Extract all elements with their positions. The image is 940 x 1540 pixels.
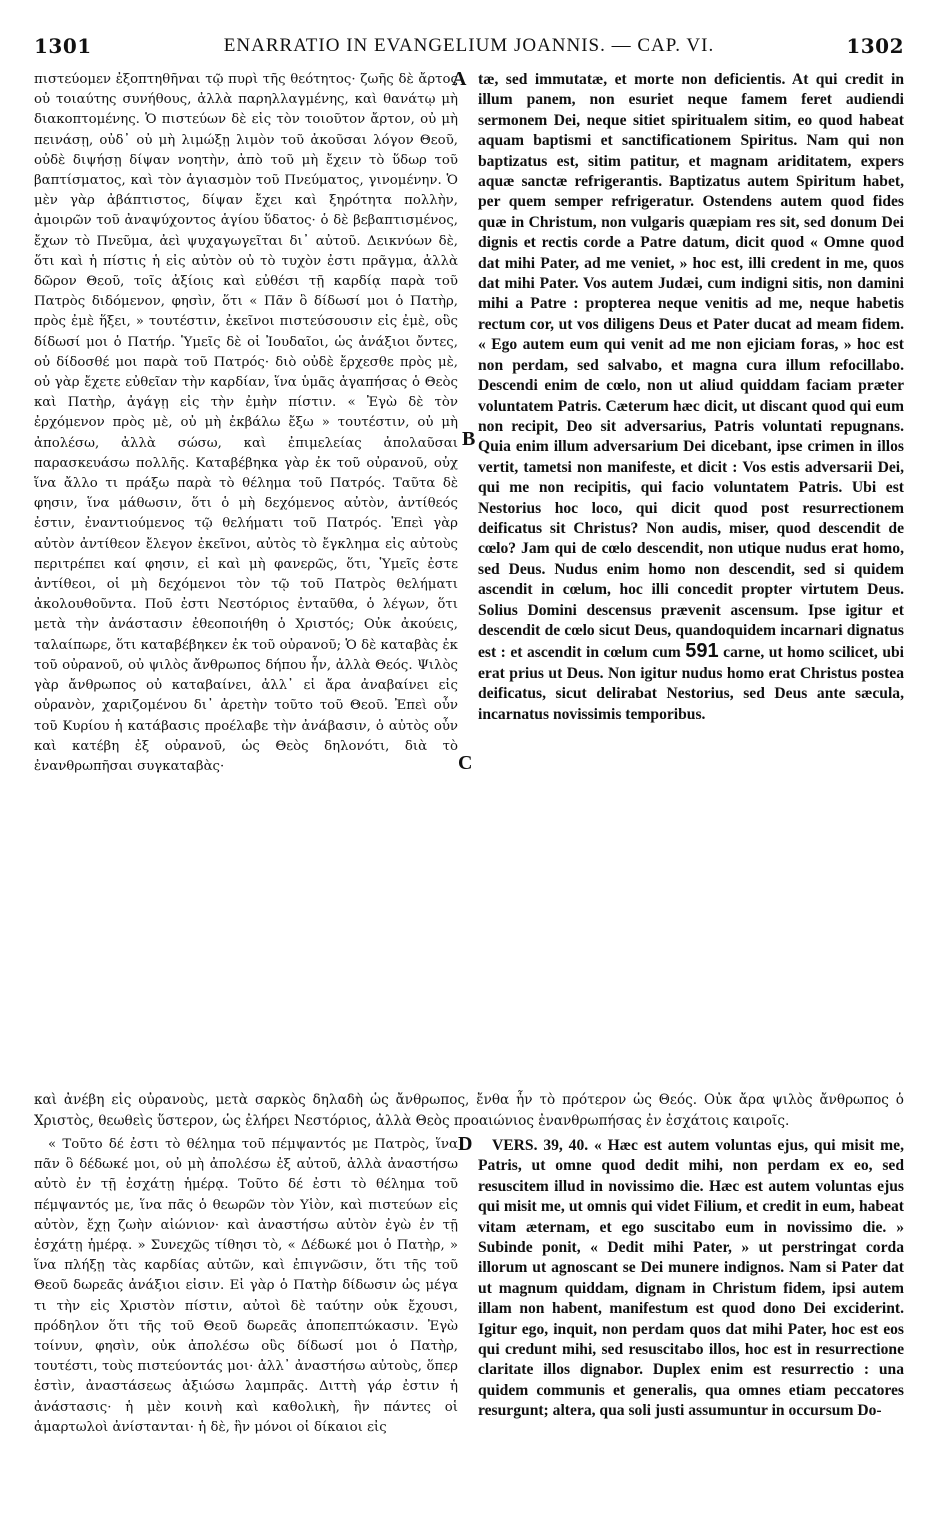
- page-number-left: 1301: [34, 34, 92, 58]
- greek-wide-paragraph: καὶ ἀνέβη εἰς οὐρανοὺς, μετὰ σαρκὸς δηλαδὴ ὡς ἄνθρωπος, ἔνθα ἦν τὸ πρότερον ὡς Θεός. Οὐκ ἄρα ψιλὸς ἄνθρωπος ὁ Χριστὸς, θεωθεὶς ὕστερον, ὡς ἐλήρει Νεστόριος, ἀλλὰ Θεὸς προαιώνιος ἐνανθρωπήσας ἐν ἐσχάτοις καιροῖς.: [34, 1092, 904, 1129]
- section-marker-d: D: [458, 1133, 473, 1155]
- latin-paragraph-lower: VERS. 39, 40. « Hæc est autem voluntas ejus, qui misit me, Patris, ut omne quod dedit mihi, non perdam ex eo, sed resuscitem illud in novissimo die. Hæc est autem voluntas ejus qui misit me, ut omnis qui videt Filium, et credit in eum, habeat vitam æternam, et ego suscitabo eum in novissimo die. » Subinde ponit, « Dedit mihi Pater, » ut perstringat corda illorum ut agnoscant se Dei munere indignos. Nam si Pater dat ut magnum quiddam, dignam in Christum fidem, ipsi autem illam non habent, manifestum est quod dono Dei exciderint. Igitur ego, inquit, non perdam quos dat mihi Pater, hoc est eos qui credunt mihi, sed resuscitabo illos, hoc est in resurrectione claritate illos dignabor. Duplex enim est resurrectio : una quidem communis et generalis, qua omnes etiam peccatores resurgunt; altera, qua soli justi assumuntur in occursum Do-: [478, 1137, 904, 1420]
- latin-column-upper: [478, 70, 904, 970]
- section-marker-c: C: [458, 752, 473, 774]
- latin-text-after-page-number: carne, ut homo scilicet, ubi erat prius ut Deus. Non igitur nudus homo erat Christus postea deificatus, sicut delirabat Nestorius, sed Deus ante sæcula, incarnatus novissimis temporibus.: [478, 644, 904, 723]
- latin-text-before-page-number: tæ, sed immutatæ, et morte non deficientis. At qui credit in illum panem, non esuriet neque famem feret audiendi sermonem Dei, neque sitiet spiritualem sitim, eo quod habeat aquam baptismi et sanctificationem Spiritus. Nam qui non baptizatus est, sitim patitur, et magnam ariditatem, expers aquæ sanctæ refrigerantis. Baptizatus autem Spiritum habet, per quem semper refrigeratur. Ostendens autem quod fides quæ in Christum, non vulgaris quæpiam res sit, sed donum Dei dignis et rectis corde a Patre datum, dicit quod « Omne quod dat mihi Pater, ad me veniet, » hoc est, illi credent in me, quos dat mihi Pater. Vos autem Judæi, cum indigni sitis, non damini mihi a Patre : propterea neque venitis ad me, neque habetis rectum cor, ut vos diligens Deus et Pater ducat ad meam fidem. « Ego autem eum qui venit ad me non ejiciam foras, » hoc est non perdam, sed salvabo, et magna cura illum refocillabo. Descendi enim de cœlo, non ut aliud quiddam faciam præter voluntatem Patris. Cæterum hæc dicit, ut discant quod qui eum non recipit, Deo sit adversarius, Patris voluntati repugnans. Quia enim illum adversarium Dei dicebant, ipse crimen in illos vertit, tametsi non manifeste, et dicit : Vos estis adversarii Dei, qui me non recipitis, qui facio voluntatem Patris. Ubi est Nestorius hoc loco, qui dicit quod post resurrectionem deificatus sit Christus? Non audis, miser, quod descendit de cœlo? Jam qui de cœlo descendit, non utique nudus erat homo, sed Deus. Nudus enim homo non descendit, sed si quidem ascendit in cœlum, hoc illi concedit propter virtutem Deus. Solius Domini descensus prævenit ascensum. Ipse igitur et descendit de cœlo sicut Deus, quandoquidem incarnari dignatus est : et ascendit in cœlum cum: [478, 71, 904, 662]
- page-header: [34, 34, 904, 64]
- latin-paragraph: [478, 70, 904, 725]
- page-number-right: 1302: [846, 34, 904, 58]
- section-marker-a: A: [452, 68, 467, 90]
- latin-column-lower: [478, 1136, 904, 1516]
- running-title: ENARRATIO IN EVANGELIUM JOANNIS. — CAP. VI.: [223, 35, 715, 56]
- section-marker-b: B: [462, 428, 476, 450]
- greek-paragraph: πιστεύομεν ἐξοπτηθῆναι τῷ πυρὶ τῆς θεότητος· ζωῆς δὲ ἄρτος οὐ τοιαύτης συνήθους, ἀλλὰ παρηλλαγμένης, καὶ θανάτῳ μὴ διακοπτομένης. Ὁ πιστεύων δὲ εἰς τὸν τοιοῦτον ἄρτον, οὐ μὴ πεινάσῃ, οὐδ᾽ οὐ μὴ λιμώξῃ λιμὸν τοῦ ἀκοῦσαι λόγον Θεοῦ, οὐδὲ διψήσῃ δίψαν νοητὴν, ἀπὸ τοῦ μὴ ἔχειν τὸ ὕδωρ τοῦ βαπτίσματος, καὶ τὸν ἁγιασμὸν τοῦ Πνεύματος, γινομένην. Ὁ μὲν γὰρ ἀβάπτιστος, δίψαν ἔχει καὶ ξηρότητα πολλὴν, ἀμοιρῶν τοῦ ἀναψύχοντος ἁγίου ὕδατος· ὁ δὲ βεβαπτισμένος, ἔχων τὸ Πνεῦμα, ἀεὶ ψυχαγωγεῖται δι᾽ αὐτοῦ. Δεικνύων δὲ, ὅτι καὶ ἡ πίστις ἡ εἰς αὐτὸν οὐ τὸ τυχὸν ἐστι πρᾶγμα, ἀλλὰ δῶρον Θεοῦ, τοῖς ἀξίοις καὶ εὐθέσι τῇ καρδίᾳ παρὰ τοῦ Πατρὸς διδόμενον, φησὶν, ὅτι « Πᾶν ὃ δίδωσί μοι ὁ Πατὴρ, πρὸς ἐμὲ ἥξει, » τουτέστιν, ἐκεῖνοι πιστεύσουσιν εἰς ἐμὲ, οὓς δίδωσί μοι ὁ Πατήρ. Ὑμεῖς δὲ οἱ Ἰουδαῖοι, ὡς ἀνάξιοι ὄντες, οὐ δίδοσθέ μοι παρὰ τοῦ Πατρός· διὸ οὐδὲ ἔρχεσθε πρὸς μὲ, οὐ γὰρ ἔχετε εὐθεῖαν τὴν καρδίαν, ἵνα ὑμᾶς ἀγαπήσας ὁ Θεὸς καὶ Πατὴρ, ἀγάγῃ εἰς τὴν ἐμὴν πίστιν. « Ἐγὼ δὲ τὸν ἐρχόμενον πρὸς μὲ, οὐ μὴ ἐκβάλω ἔξω » τουτέστιν, οὐ μὴ ἀπολέσω, ἀλλὰ σώσω, καὶ ἐπιμελείας ἀπολαῦσαι παρασκευάσω πολλῆς. Καταβέβηκα γὰρ ἐκ τοῦ οὐρανοῦ, οὐχ ἵνα ἄλλο τι πράξω παρὰ τὸ θέλημα τοῦ Πατρός. Ταῦτα δὲ φησιν, ἵνα μάθωσιν, ὅτι ὁ μὴ δεχόμενος αὐτὸν, ἀντίθεός ἐστιν, ἐναντιούμενος τῷ θελήματι τοῦ Πατρός. Ἐπεὶ γὰρ αὐτὸν ἀντίθεον ἔλεγον ἐκεῖνοι, αὐτὸς τὸ ἔγκλημα εἰς αὐτοὺς περιτρέπει καί φησιν, εἰ καὶ μὴ φανερῶς, ὅτι, Ὑμεῖς ἐστε ἀντίθεοι, οἱ μὴ δεχόμενοι τὸν τῷ τοῦ Πατρὸς θελήματι ἀκολουθοῦντα. Ποῦ ἐστι Νεστόριος ἐνταῦθα, ὁ λέγων, ὅτι μετὰ τὴν ἀνάστασιν ἐθεοποιήθη ὁ Χριστός; Οὐκ ἀκούεις, ταλαίπωρε, ὅτι καταβέβηκεν ἐκ τοῦ οὐρανοῦ; Ὁ δὲ καταβὰς ἐκ τοῦ οὐρανοῦ, οὐ ψιλὸς ἄνθρωπος δήπου ἦν, ἀλλὰ Θεός. Ψιλὸς γὰρ ἄνθρωπος οὐ καταβαίνει, ἀλλ᾽ εἰ ἄρα ἀναβαίνει εἰς οὐρανὸν, χαριζομένου δι᾽ ἀρετὴν τοῦτο τοῦ Θεοῦ. Ἐπεὶ οὖν τοῦ Κυρίου ἡ κατάβασις προέλαβε τὴν ἀνάβασιν, ὁ αὐτὸς οὖν καὶ κατέβη ἐξ οὐρανοῦ, ὡς Θεὸς δηλονότι, διὰ τὸ ἐνανθρωπῆσαι συγκαταβὰς·: [34, 72, 458, 774]
- greek-column-lower: [34, 1135, 458, 1515]
- greek-wide-continuation: [34, 1090, 904, 1134]
- greek-column-upper: [34, 70, 458, 1106]
- edition-page-number: 591: [685, 640, 719, 663]
- greek-paragraph-lower: « Τοῦτο δέ ἐστι τὸ θέλημα τοῦ πέμψαντός με Πατρὸς, ἵνα πᾶν ὃ δέδωκέ μοι, οὐ μὴ ἀπολέσω ἐξ αὐτοῦ, ἀλλὰ ἀναστήσω αὐτὸ ἐν τῇ ἐσχάτῃ ἡμέρᾳ. Τοῦτο δέ ἐστι τὸ θέλημα τοῦ πέμψαντός με, ἵνα πᾶς ὁ θεωρῶν τὸν Υἱὸν, καὶ πιστεύων εἰς αὐτὸν, ἔχῃ ζωὴν αἰώνιον· καὶ ἀναστήσω αὐτὸν ἐγὼ ἐν τῇ ἐσχάτῃ ἡμέρᾳ. » Συνεχῶς τίθησι τὸ, « Δέδωκέ μοι ὁ Πατὴρ, » ἵνα πλήξῃ τὰς καρδίας αὐτῶν, καὶ ἐπιγνῶσιν, ὅτι τῆς τοῦ Θεοῦ δωρεᾶς ἀνάξιοι εἰσιν. Εἰ γὰρ ὁ Πατὴρ δίδωσιν ὡς μέγα τι τὴν εἰς Χριστὸν πίστιν, αὐτοὶ δὲ ταύτην οὐκ ἔχουσι, πρόδηλον ὅτι τῆς τοῦ Θεοῦ δωρεᾶς ἀποπεπτώκασιν. Ἐγὼ τοίνυν, φησὶν, οὐκ ἀπολέσω οὓς δίδωσί μοι ὁ Πατὴρ, τουτέστι, τοὺς πιστεύοντάς μοι· ἀλλ᾽ ἀναστήσω αὐτοὺς, ὅπερ ἐστὶν, ἀναστάσεως ἀξιώσω λαμπρᾶς. Διττὴ γάρ ἐστιν ἡ ἀνάστασις· ἡ μὲν κοινὴ καὶ καθολικὴ, ἣν πάντες οἱ ἁμαρτωλοὶ ἀνίστανται· ἡ δὲ, ἣν μόνοι οἱ δίκαιοι εἰς: [34, 1137, 458, 1435]
